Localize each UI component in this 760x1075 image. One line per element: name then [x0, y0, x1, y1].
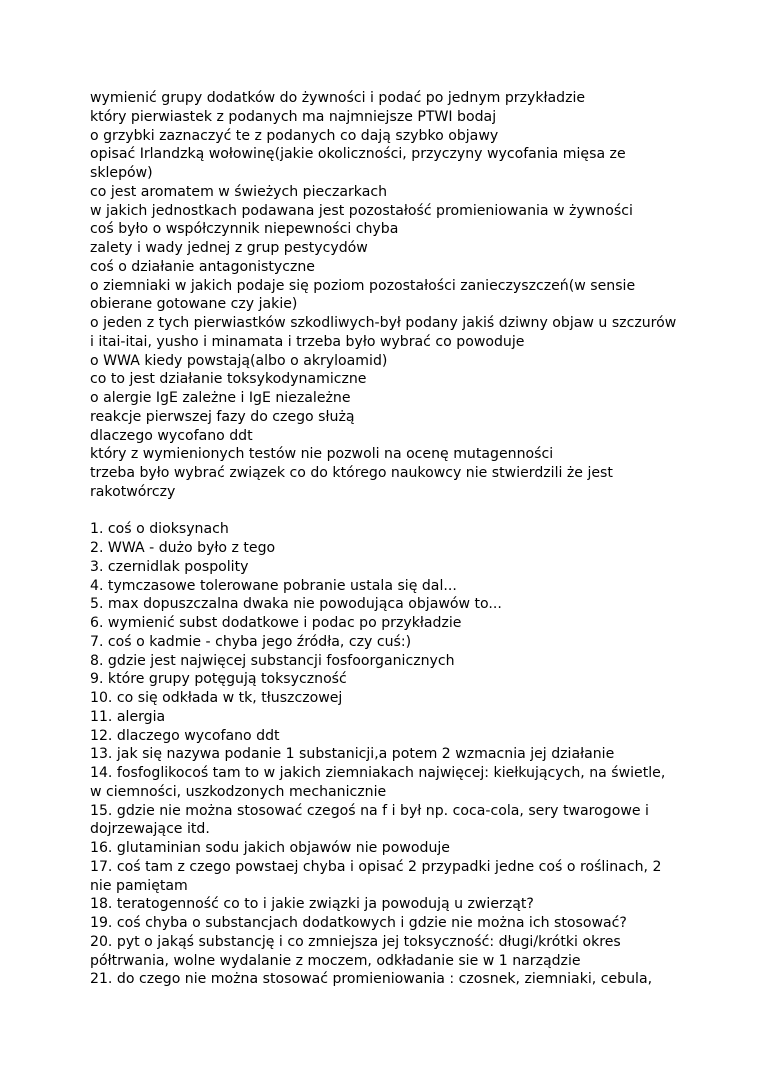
- numbered-item: 5. max dopuszczalna dwaka nie powodująca objawów to...: [90, 596, 502, 613]
- numbered-item: 4. tymczasowe tolerowane pobranie ustala się dal...: [90, 577, 457, 594]
- numbered-item: 10. co się odkłada w tk, tłuszczowej: [90, 690, 343, 706]
- document-page: [90, 89, 680, 989]
- numbered-item: 3. czernidlak pospolity: [90, 558, 249, 575]
- question-line: trzeba było wybrać związek co do którego naukowcy nie stwierdzili że jest rakotwórczy: [90, 465, 613, 500]
- question-line: coś było o współczynnik niepewności chyba: [90, 221, 399, 238]
- question-line: co jest aromatem w świeżych pieczarkach: [90, 183, 388, 200]
- question-line: coś o działanie antagonistyczne: [90, 258, 315, 275]
- numbered-item: 1. coś o dioksynach: [90, 521, 229, 538]
- question-line: dlaczego wycofano ddt: [90, 427, 253, 444]
- numbered-item: 15. gdzie nie można stosować czegoś na f i był np. coca-cola, sery twarogowe i dojrzewające itd.: [90, 802, 649, 838]
- question-line: zalety i wady jednej z grup pestycydów: [90, 240, 368, 256]
- numbered-item: 11. alergia: [90, 708, 166, 725]
- question-line: o WWA kiedy powstają(albo o akryloamid): [90, 352, 388, 369]
- question-line: który pierwiastek z podanych ma najmniejsze PTWI bodaj: [90, 108, 497, 125]
- numbered-item: 17. coś tam z czego powstaej chyba i opisać 2 przypadki jedne coś o roślinach, 2 nie pamiętam: [90, 858, 662, 894]
- numbered-list: [90, 520, 680, 989]
- question-line: o jeden z tych pierwiastków szkodliwych-był podany jakiś dziwny objaw u szczurów i itai-itai, yusho i minamata i trzeba było wybrać co powoduje: [90, 315, 677, 350]
- question-line: o alergie IgE zależne i IgE niezależne: [90, 390, 351, 406]
- numbered-item: 20. pyt o jakąś substancję i co zmniejsza jej toksyczność: długi/krótki okres półtrwania, wolne wydalanie z moczem, odkładanie sie w 1 narządzie: [90, 933, 621, 969]
- numbered-item: 21. do czego nie można stosować promieniowania : czosnek, ziemniaki, cebula,: [90, 971, 653, 988]
- numbered-item: 19. coś chyba o substancjach dodatkowych i gdzie nie można ich stosować?: [90, 915, 627, 931]
- numbered-item: 18. teratogenność co to i jakie związki ja powodują u zwierząt?: [90, 896, 534, 913]
- question-line: w jakich jednostkach podawana jest pozostałość promieniowania w żywności: [90, 202, 633, 219]
- question-line: co to jest działanie toksykodynamiczne: [90, 371, 367, 388]
- numbered-item: 2. WWA - dużo było z tego: [90, 540, 276, 556]
- question-line: reakcje pierwszej fazy do czego służą: [90, 408, 355, 425]
- numbered-item: 9. które grupy potęgują toksyczność: [90, 671, 347, 688]
- question-line: opisać Irlandzką wołowinę(jakie okoliczności, przyczyny wycofania mięsa ze sklepów): [90, 146, 626, 181]
- question-line: wymienić grupy dodatków do żywności i podać po jednym przykładzie: [90, 90, 586, 106]
- numbered-item: 8. gdzie jest najwięcej substancji fosfoorganicznych: [90, 652, 455, 669]
- numbered-item: 12. dlaczego wycofano ddt: [90, 727, 280, 744]
- question-line: który z wymienionych testów nie pozwoli na ocenę mutagenności: [90, 446, 554, 463]
- question-list: [90, 89, 680, 502]
- numbered-item: 6. wymienić subst dodatkowe i podac po przykładzie: [90, 615, 462, 631]
- numbered-item: 14. fosfoglikocoś tam to w jakich ziemniakach najwięcej: kiełkujących, na świetle, w ciemności, uszkodzonych mechanicznie: [90, 765, 666, 800]
- numbered-item: 13. jak się nazywa podanie 1 substanicji,a potem 2 wzmacnia jej działanie: [90, 746, 615, 763]
- question-line: o grzybki zaznaczyć te z podanych co dają szybko objawy: [90, 127, 499, 144]
- numbered-item: 16. glutaminian sodu jakich objawów nie powoduje: [90, 840, 450, 856]
- numbered-item: 7. coś o kadmie - chyba jego źródła, czy cuś:): [90, 633, 412, 650]
- question-line: o ziemniaki w jakich podaje się poziom pozostałości zanieczyszczeń(w sensie obierane gotowane czy jakie): [90, 277, 636, 313]
